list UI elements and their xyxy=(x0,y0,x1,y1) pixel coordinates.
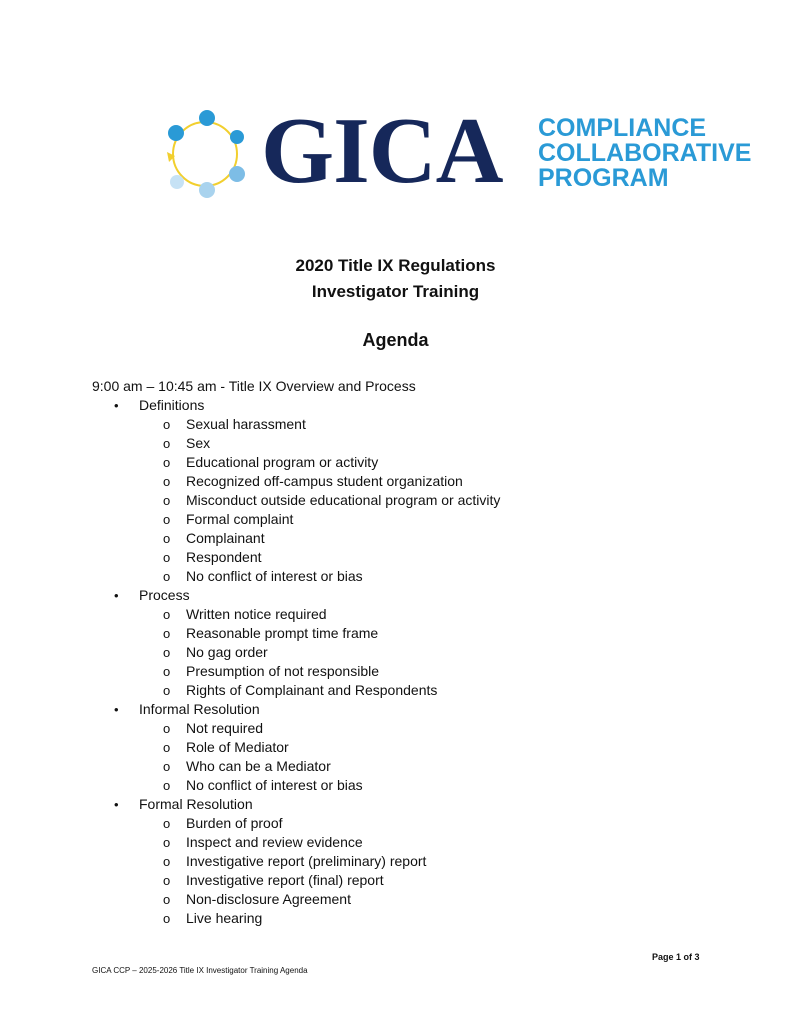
agenda-item-label: Who can be a Mediator xyxy=(186,758,331,774)
sub-bullet-icon: o xyxy=(163,892,171,907)
agenda-item xyxy=(92,605,732,624)
agenda-item xyxy=(92,624,732,643)
agenda-item-label: Presumption of not responsible xyxy=(186,663,379,679)
logo-wordmark: GICA xyxy=(261,99,503,203)
agenda-item-label: Sexual harassment xyxy=(186,416,306,432)
sub-bullet-icon: o xyxy=(163,607,171,622)
sub-bullet-icon: o xyxy=(163,911,171,926)
logo-subtitle-line: COMPLIANCE xyxy=(538,114,707,142)
agenda-item-label: Written notice required xyxy=(186,606,327,622)
agenda-item xyxy=(92,472,732,491)
agenda-item-label: Non-disclosure Agreement xyxy=(186,891,351,907)
agenda-item xyxy=(92,491,732,510)
agenda-item-label: No conflict of interest or bias xyxy=(186,777,363,793)
agenda-list xyxy=(92,377,732,928)
agenda-topic-label: Informal Resolution xyxy=(139,701,260,717)
agenda-item xyxy=(92,529,732,548)
agenda-topic xyxy=(92,586,732,605)
sub-bullet-icon: o xyxy=(163,740,171,755)
agenda-item xyxy=(92,833,732,852)
agenda-heading: Agenda xyxy=(362,330,429,350)
sub-bullet-icon: o xyxy=(163,569,171,584)
agenda-topic-label: Formal Resolution xyxy=(139,796,253,812)
sub-bullet-icon: o xyxy=(163,664,171,679)
logo-subtitle-line: PROGRAM xyxy=(538,164,669,192)
document-subtitle: Investigator Training xyxy=(311,282,480,301)
bullet-icon: • xyxy=(114,398,119,413)
agenda-item xyxy=(92,453,732,472)
agenda-item xyxy=(92,890,732,909)
agenda-item-label: Investigative report (final) report xyxy=(186,872,384,888)
agenda-item-label: Live hearing xyxy=(186,910,263,926)
agenda-item-label: Educational program or activity xyxy=(186,454,379,470)
agenda-item xyxy=(92,662,732,681)
sub-bullet-icon: o xyxy=(163,683,171,698)
sub-bullet-icon: o xyxy=(163,778,171,793)
agenda-item-label: No gag order xyxy=(186,644,268,660)
sub-bullet-icon: o xyxy=(163,417,171,432)
agenda-item xyxy=(92,757,732,776)
agenda-item-label: Sex xyxy=(186,435,211,451)
footer-text: GICA CCP – 2025-2026 Title IX Investigator Training Agenda xyxy=(92,966,308,975)
gica-logo xyxy=(157,99,752,203)
document-title: 2020 Title IX Regulations xyxy=(295,256,496,275)
bullet-icon: • xyxy=(114,797,119,812)
agenda-item xyxy=(92,852,732,871)
agenda-item xyxy=(92,643,732,662)
sub-bullet-icon: o xyxy=(163,816,171,831)
sub-bullet-icon: o xyxy=(163,626,171,641)
agenda-topic-label: Process xyxy=(139,587,190,603)
logo-subtitle-line: COLLABORATIVE xyxy=(538,139,752,167)
agenda-item xyxy=(92,776,732,795)
agenda-item-label: Respondent xyxy=(186,549,262,565)
agenda-item-label: Recognized off-campus student organization xyxy=(186,473,463,489)
agenda-topic xyxy=(92,700,732,719)
sub-bullet-icon: o xyxy=(163,550,171,565)
sub-bullet-icon: o xyxy=(163,474,171,489)
agenda-item-label: No conflict of interest or bias xyxy=(186,568,363,584)
agenda-item-label: Not required xyxy=(186,720,264,736)
bullet-icon: • xyxy=(114,588,119,603)
agenda-item xyxy=(92,719,732,738)
sub-bullet-icon: o xyxy=(163,531,171,546)
agenda-item-label: Formal complaint xyxy=(186,511,294,527)
sub-bullet-icon: o xyxy=(163,645,171,660)
agenda-item xyxy=(92,681,732,700)
agenda-item-label: Inspect and review evidence xyxy=(186,834,363,850)
agenda-item xyxy=(92,434,732,453)
page-number: Page 1 of 3 xyxy=(652,952,700,962)
agenda-item xyxy=(92,871,732,890)
agenda-topic xyxy=(92,795,732,814)
agenda-item xyxy=(92,415,732,434)
logo-subtitle xyxy=(538,116,751,191)
agenda-item-label: Reasonable prompt time frame xyxy=(186,625,379,641)
agenda-item-label: Rights of Complainant and Respondents xyxy=(186,682,438,698)
agenda-item xyxy=(92,567,732,586)
sub-bullet-icon: o xyxy=(163,493,171,508)
sub-bullet-icon: o xyxy=(163,759,171,774)
agenda-item-label: Investigative report (preliminary) report xyxy=(186,853,427,869)
agenda-item xyxy=(92,814,732,833)
agenda-topic xyxy=(92,396,732,415)
sub-bullet-icon: o xyxy=(163,436,171,451)
session-time: 9:00 am – 10:45 am - Title IX Overview and Process xyxy=(92,378,416,394)
agenda-item-label: Complainant xyxy=(186,530,265,546)
sub-bullet-icon: o xyxy=(163,873,171,888)
logo-circle-icon xyxy=(157,106,249,198)
bullet-icon: • xyxy=(114,702,119,717)
agenda-item-label: Burden of proof xyxy=(186,815,283,831)
sub-bullet-icon: o xyxy=(163,854,171,869)
sub-bullet-icon: o xyxy=(163,455,171,470)
agenda-item-label: Misconduct outside educational program or activity xyxy=(186,492,501,508)
agenda-item xyxy=(92,909,732,928)
agenda-item-label: Role of Mediator xyxy=(186,739,289,755)
sub-bullet-icon: o xyxy=(163,835,171,850)
agenda-topic-label: Definitions xyxy=(139,397,205,413)
agenda-item xyxy=(92,548,732,567)
agenda-item xyxy=(92,738,732,757)
sub-bullet-icon: o xyxy=(163,512,171,527)
sub-bullet-icon: o xyxy=(163,721,171,736)
agenda-item xyxy=(92,510,732,529)
